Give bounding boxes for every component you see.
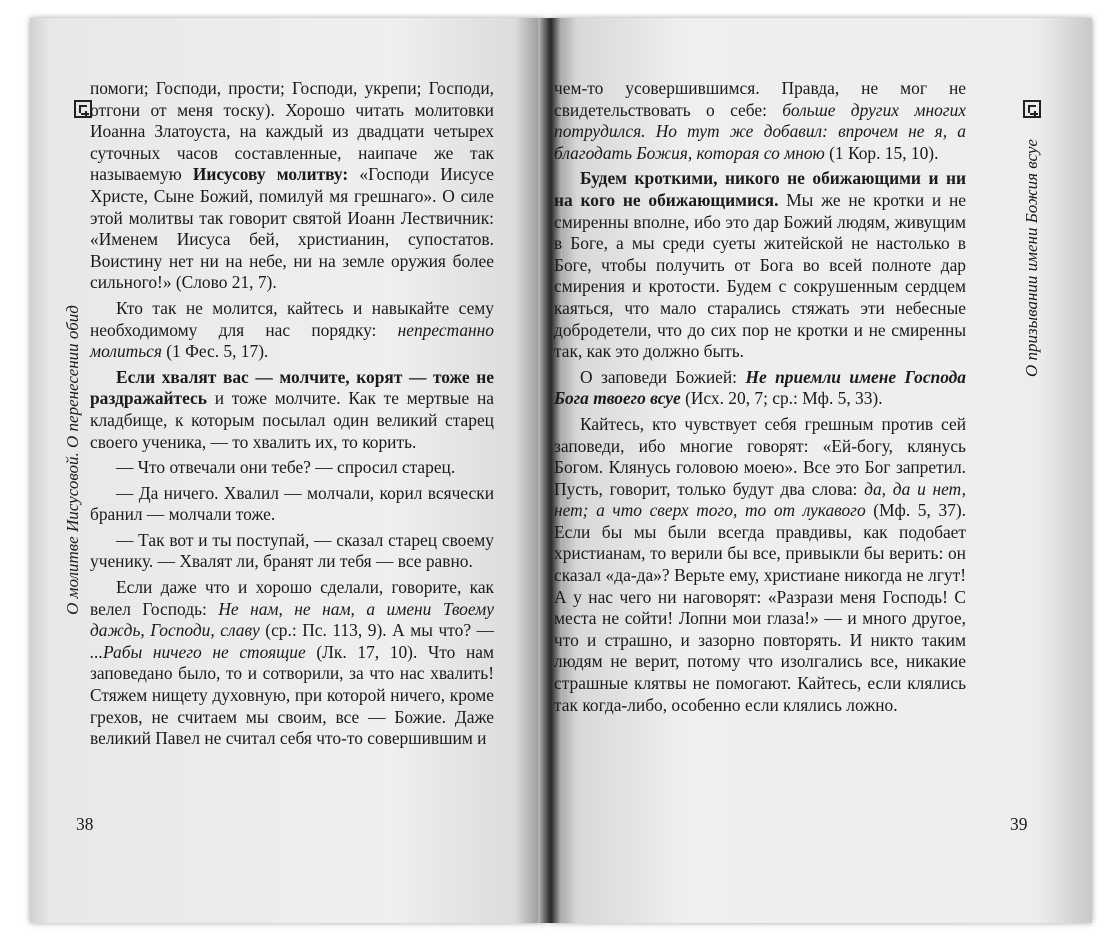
right-page-text (554, 78, 966, 716)
paragraph: помоги; Господи, прости; Господи, укрепи; Господи, отгони от меня тоску). Хорошо читать молитовки Иоанна Златоуста, на каждый из двадцати четырех суточных часов составленные, наипаче же так называемую Иисусову молитву: «Господи Иисусе Христе, Сыне Божий, помилуй мя грешнаго». О силе этой молитвы так говорит святой Иоанн Лествичник: «Именем Иисуса бей, христианин, супостатов. Воистину нет ни на небе, ни на земле оружия более сильного!» (Слово 21, 7). (90, 78, 494, 293)
paragraph: Кайтесь, кто чувствует себя грешным против сей заповеди, ибо многие говорят: «Ей-богу, клянусь Богом. Клянусь головою моею». Все это Бог запретил. Пусть, говорит, только будут два слова: да, да и нет, нет; а что сверх того, то от лукавого (Мф. 5, 37). Если бы мы были всегда правдивы, как подобает христианам, то верили бы все, привыкли бы верить: он сказал «да-да»? Верьте ему, христиане никогда не лгут! А у нас чего ни наговорят: «Разрази меня Господь! С места не сойти! Лопни мои глаза!» — и много другое, что и страшно, и зазорно повторять. И никто таким людям не верит, потому что изолгались все, никакие страшные клятвы не помогают. Кайтесь, если клялись так когда-либо, особенно если клялись ложно. (554, 413, 966, 715)
left-running-title: О молитве Иисусовой. О перенесении обид (63, 305, 82, 615)
paragraph: — Да ничего. Хвалил — молчали, корил всячески бранил — молчали тоже. (90, 482, 494, 525)
left-page-text (90, 78, 494, 750)
page-number: 38 (76, 814, 94, 834)
paragraph: Если хвалят вас — молчите, корят — тоже не раздражайтесь и тоже молчите. Как те мертвые на кладбище, к которым посылал один великий старец своего ученика, — то хвалить их, то корить. (90, 366, 494, 452)
paragraph: Будем кроткими, никого не обижающими и ни на кого не обижающимися. Мы же не кротки и не смиренны вполне, ибо это дар Божий людям, живущим в Боге, а мы среди суеты житейской не настолько в Боге, чтобы получить от Бога во всей полноте дар смирения и кротости. Будем с сокрушенным сердцем каяться, что мало старались стяжать эти небесные добродетели, что до сих пор не кротки и не смиренны так, как это должно быть. (554, 168, 966, 362)
ornament-icon (1023, 100, 1041, 118)
paragraph: чем-то усовершившимся. Правда, не мог не свидетельствовать о себе: больше других многих потрудился. Но тут же добавил: впрочем не я, а благодать Божия, которая со мною (1 Кор. 15, 10). (554, 78, 966, 163)
paragraph: О заповеди Божией: Не приемли имене Господа Бога твоего всуе (Исх. 20, 7; ср.: Мф. 5, 33). (554, 366, 966, 409)
right-running-title: О призывании имени Божия всуе (1022, 139, 1041, 377)
paragraph: — Что отвечали они тебе? — спросил старец. (116, 457, 456, 478)
page-number: 39 (1010, 814, 1028, 834)
paragraph: Если даже что и хорошо сделали, говорите, как велел Господь: Не нам, не нам, а имени Твоему даждь, Господи, славу (ср.: Пс. 113, 9). А мы что? — ...Рабы ничего не стоящие (Лк. 17, 10). Что нам заповедано было, то и сотворили, за что нас хвалить! Стяжем нищету духовную, при которой ничего, кроме грехов, не считаем мы своим, все — Божие. Даже великий Павел не считал себя что-то совершившим и (90, 577, 494, 749)
paragraph: Кто так не молится, кайтесь и навыкайте сему необходимому для нас порядку: непрестанно молиться (1 Фес. 5, 17). (90, 297, 494, 362)
paragraph: — Так вот и ты поступай, — сказал старец своему ученику. — Хвалят ли, бранят ли тебя — все равно. (90, 529, 494, 572)
